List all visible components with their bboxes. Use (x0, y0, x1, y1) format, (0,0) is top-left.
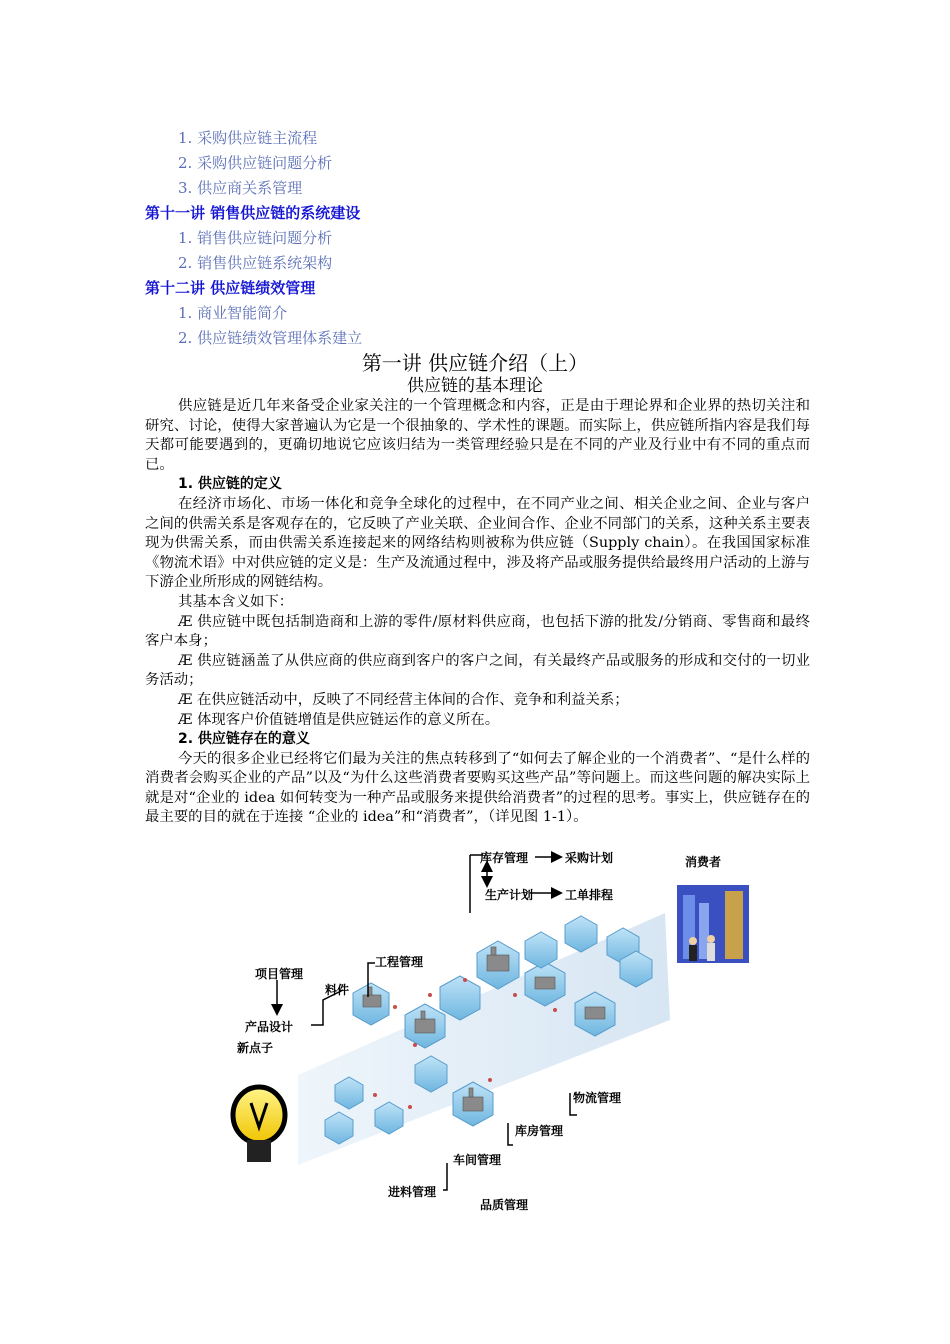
table-of-contents (0, 126, 950, 351)
definition-paragraph: 在经济市场化、市场一体化和竞争全球化的过程中，在不同产业之间、相关企业之间、企业与客户之间的供需关系是客观存在的，它反映了产业关联、企业间合作、企业不同部门的关系，这种关系主要表现为供需关系，而由供需关系连接起来的网络结构则被称为供应链（Supply chain）。在我国国家标准《物流术语》中对供应链的定义是：生产及流通过程中，涉及将产品或服务提供给最终用户活动的上游与下游企业所形成的网链结构。 (145, 495, 810, 591)
label-new-idea: 新点子 (237, 1041, 274, 1055)
toc-item[interactable]: 2. 采购供应链问题分析 (178, 154, 333, 172)
bullet-item: Æ 供应链涵盖了从供应商的供应商到客户的客户之间，有关最终产品或服务的形成和交付的一切业务活动； (145, 652, 810, 689)
label-consumer: 消费者 (685, 855, 722, 869)
lecture-subtitle: 供应链的基本理论 (407, 376, 543, 396)
toc-item[interactable]: 3. 供应商关系管理 (178, 179, 303, 197)
body-text (145, 397, 810, 828)
toc-chapter[interactable]: 第十一讲 销售供应链的系统建设 (145, 204, 361, 222)
label-warehouse: 库房管理 (515, 1124, 564, 1138)
supply-chain-figure (225, 845, 755, 1220)
lecture-title: 第一讲 供应链介绍（上） (361, 351, 589, 375)
toc-item[interactable]: 2. 供应链绩效管理体系建立 (178, 329, 363, 347)
label-logistics: 物流管理 (573, 1091, 622, 1105)
toc-item[interactable]: 2. 销售供应链系统架构 (178, 254, 333, 272)
label-project: 项目管理 (255, 967, 304, 981)
significance-paragraph: 今天的很多企业已经将它们最为关注的焦点转移到了“如何去了解企业的一个消费者”、“是什么样的消费者会购买企业的产品”以及“为什么这些消费者要购买这些产品”等问题上。而这些问题的解决实际上就是对“企业的 idea 如何转变为一种产品或服务来提供给消费者”的过程的思考。事实上，供应链存在的最主要的目的就在于连接 “企业的 idea”和“消费者”，（详见图 1-1）。 (145, 750, 810, 826)
label-product-design: 产品设计 (245, 1020, 294, 1034)
toc-chapter[interactable]: 第十二讲 供应链绩效管理 (145, 279, 316, 297)
bullet-item: Æ 供应链中既包括制造商和上游的零件/原材料供应商，也包括下游的批发/分销商、零售商和最终客户本身； (145, 613, 810, 650)
label-incoming: 进料管理 (388, 1185, 437, 1199)
label-inventory: 库存管理 (480, 851, 529, 865)
toc-item[interactable]: 1. 销售供应链问题分析 (178, 229, 333, 247)
meaning-intro: 其基本含义如下： (178, 593, 294, 610)
label-quality: 品质管理 (480, 1198, 529, 1212)
section-heading: 1. 供应链的定义 (178, 476, 282, 493)
bullet-item: Æ 在供应链活动中，反映了不同经营主体间的合作、竞争和利益关系； (178, 691, 629, 708)
bullet-item: Æ 体现客户价值链增值是供应链运作的意义所在。 (178, 711, 500, 728)
label-purchase-plan: 采购计划 (565, 851, 614, 865)
lightbulb-icon (233, 1087, 285, 1162)
label-engineering: 工程管理 (375, 955, 424, 969)
label-materials: 料件 (325, 983, 350, 997)
intro-paragraph: 供应链是近几年来备受企业家关注的一个管理概念和内容，正是由于理论界和企业界的热切关注和研究、讨论，使得大家普遍认为它是一个很抽象的、学术性的课题。而实际上，供应链所指内容是我们每天都可能要遇到的，更确切地说它应该归结为一类管理经验只是在不同的产业及行业中有不同的重点而已。 (145, 398, 810, 473)
label-production-plan: 生产计划 (485, 888, 534, 902)
consumer-picture (677, 885, 749, 963)
section-heading: 2. 供应链存在的意义 (178, 731, 310, 748)
label-workshop: 车间管理 (453, 1153, 502, 1167)
toc-item[interactable]: 1. 采购供应链主流程 (178, 129, 318, 147)
label-work-schedule: 工单排程 (565, 888, 614, 902)
toc-item[interactable]: 1. 商业智能简介 (178, 304, 288, 322)
